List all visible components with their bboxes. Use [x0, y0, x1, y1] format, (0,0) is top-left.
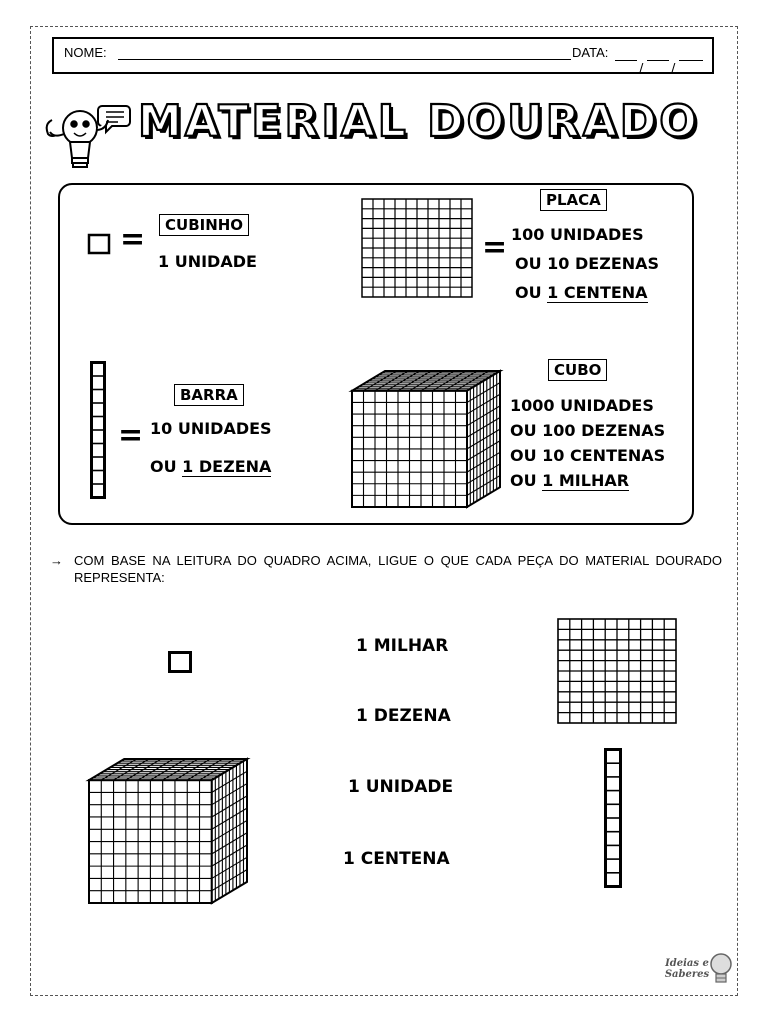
page-title: MATERIAL DOURADO	[138, 96, 700, 147]
option-4[interactable]: 1 CENTENA	[343, 849, 450, 869]
placa-line3-value: 1 CENTENA	[547, 283, 648, 302]
logo-line2: Saberes	[664, 969, 710, 980]
cubo-line3: OU 10 CENTENAS	[510, 446, 666, 465]
cubo-label: CUBO	[548, 359, 607, 381]
placa-line2: OU 10 DEZENAS	[515, 254, 660, 273]
exercise-placa[interactable]	[557, 618, 677, 724]
option-2[interactable]: 1 DEZENA	[356, 706, 451, 726]
equals-sign: =	[482, 230, 508, 265]
cubinho-icon	[88, 234, 110, 254]
date-label: DATA:	[572, 45, 609, 60]
instruction-text: COM BASE NA LEITURA DO QUADRO ACIMA, LIGUE O QUE CADA PEÇA DO MATERIAL DOURADO REPRESENTA:	[74, 553, 722, 585]
exercise-cubinho[interactable]	[168, 651, 192, 673]
cubo-line1: 1000 UNIDADES	[510, 396, 654, 415]
barra-icon	[90, 361, 106, 499]
cubo-line2: OU 100 DEZENAS	[510, 421, 666, 440]
placa-line1: 100 UNIDADES	[511, 225, 644, 244]
cubo-icon	[351, 370, 501, 508]
barra-line2-value: 1 DEZENA	[182, 457, 272, 476]
cubo-line4-value: 1 MILHAR	[542, 471, 630, 490]
lightbulb-logo-icon	[708, 952, 734, 988]
instruction	[50, 552, 722, 586]
cubo-line4-prefix: OU	[510, 471, 537, 490]
placa-line3	[515, 283, 648, 302]
lightbulb-mascot-icon	[44, 100, 136, 180]
barra-line2	[150, 457, 271, 476]
placa-line3-prefix: OU	[515, 283, 542, 302]
placa-label: PLACA	[540, 189, 607, 211]
logo-line1: Ideias e	[665, 958, 709, 969]
cubinho-value: 1 UNIDADE	[158, 252, 257, 271]
placa-grid-icon	[361, 198, 473, 298]
exercise-barra[interactable]	[604, 748, 622, 888]
option-1[interactable]: 1 MILHAR	[356, 636, 449, 656]
equals-sign: =	[118, 418, 144, 453]
barra-line2-prefix: OU	[150, 457, 177, 476]
barra-label: BARRA	[174, 384, 244, 406]
name-date-box	[52, 37, 714, 77]
name-label: NOME:	[64, 45, 107, 60]
equals-sign: =	[120, 222, 146, 257]
cubinho-label: CUBINHO	[159, 214, 249, 236]
cubo-line4	[510, 471, 629, 490]
exercise-cubo[interactable]	[88, 758, 248, 904]
barra-line1: 10 UNIDADES	[150, 419, 272, 438]
date-field[interactable]: / /	[615, 45, 703, 61]
ideias-e-saberes-logo	[662, 950, 742, 990]
name-field-line[interactable]	[118, 59, 571, 60]
option-3[interactable]: 1 UNIDADE	[348, 777, 454, 797]
arrow-right-icon: →	[50, 553, 63, 568]
